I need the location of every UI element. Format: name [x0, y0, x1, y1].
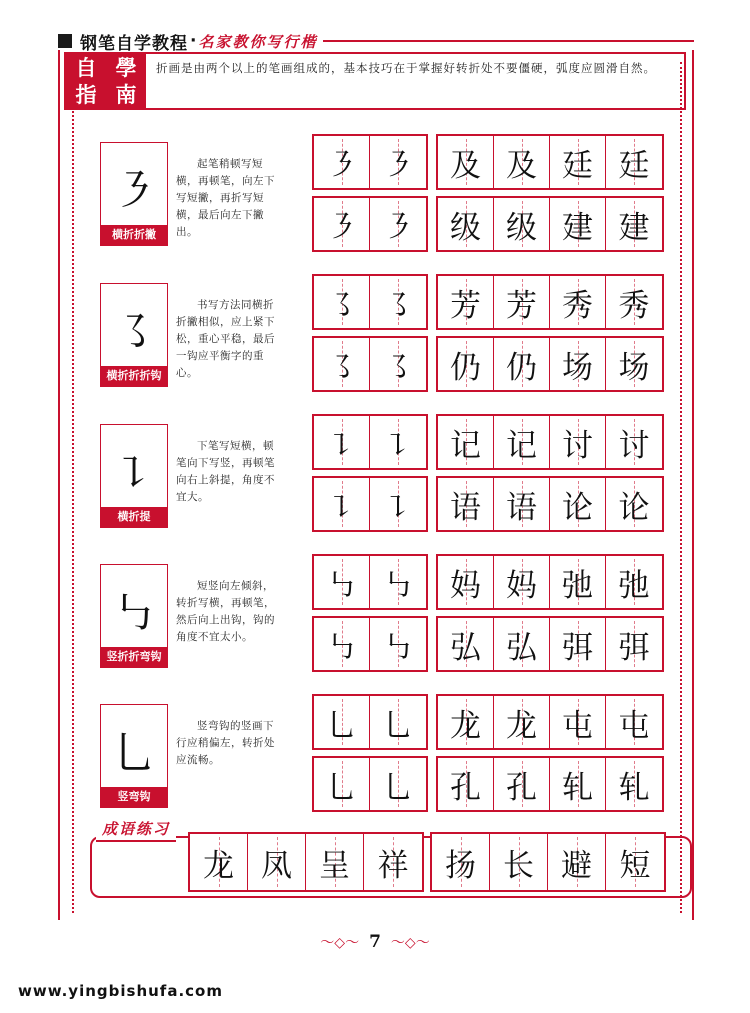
stroke-card [100, 283, 168, 387]
stroke-name: 横折折撇 [101, 225, 167, 245]
title-separator: · [190, 31, 197, 51]
grid-cell: 语 [494, 478, 550, 530]
stroke-glyph: ㇌ [112, 307, 156, 358]
grid-cell: 扬 [432, 834, 490, 890]
book-subtitle: 名家教你写行楷 [198, 32, 318, 51]
grid-cell: 论 [606, 478, 662, 530]
practice-grid-chars [436, 554, 664, 610]
grid-cell: 龙 [438, 696, 494, 748]
grid-cell: 弘 [494, 618, 550, 670]
stroke-name: 横折折折钩 [101, 366, 167, 386]
intro-box [64, 52, 686, 110]
grid-cell: ㇋ [314, 136, 370, 188]
grid-cell: 场 [606, 338, 662, 390]
grid-cell: ㇋ [370, 198, 426, 250]
grid-cell: ㇊ [370, 416, 426, 468]
grid-cell: ㇊ [314, 478, 370, 530]
practice-grid-stroke [312, 134, 428, 190]
stroke-name: 竖折折弯钩 [101, 647, 167, 667]
grid-cell: 建 [606, 198, 662, 250]
grid-cell: 弛 [606, 556, 662, 608]
idiom-practice-label: 成语练习 [96, 818, 176, 842]
lesson-block [100, 564, 280, 674]
grid-cell: ㇌ [314, 338, 370, 390]
grid-cell: 仍 [494, 338, 550, 390]
idiom-grid [188, 832, 424, 892]
stroke-description: 竖弯钩的竖画下行应稍偏左，转折处应流畅。 [176, 720, 275, 766]
stroke-name: 竖弯钩 [101, 787, 167, 807]
grid-cell: ㇌ [370, 338, 426, 390]
stroke-description: 书写方法同横折折撇相似，应上紧下松，重心平稳，最后一钩应平衡字的重心。 [176, 299, 275, 379]
grid-cell: 短 [606, 834, 664, 890]
grid-cell: 轧 [550, 758, 606, 810]
grid-cell: 乚 [370, 696, 426, 748]
practice-grid-stroke [312, 616, 428, 672]
left-dotted-rule [72, 62, 74, 913]
grid-cell: ㇉ [314, 556, 370, 608]
grid-cell: 孔 [438, 758, 494, 810]
idiom-grid [430, 832, 666, 892]
stroke-glyph: ㇊ [112, 448, 156, 499]
practice-grid-chars [436, 756, 664, 812]
grid-cell: 级 [438, 198, 494, 250]
grid-cell: 讨 [550, 416, 606, 468]
stroke-description: 起笔稍顿写短横，再顿笔，向左下写短撇，再折写短横，最后向左下撇出。 [176, 158, 275, 238]
practice-grid-chars [436, 476, 664, 532]
stroke-description: 短竖向左倾斜，转折写横，再顿笔，然后向上出钩，钩的角度不宜太小。 [176, 580, 275, 643]
grid-cell: ㇊ [314, 416, 370, 468]
badge-char: 學 [115, 55, 137, 80]
ornament-right-icon: 〜◇〜 [390, 935, 430, 951]
grid-cell: 乚 [314, 696, 370, 748]
grid-cell: 祥 [364, 834, 422, 890]
badge-char: 南 [115, 82, 137, 107]
stroke-glyph: ㇋ [112, 166, 156, 217]
stroke-name: 横折提 [101, 507, 167, 527]
grid-cell: 孔 [494, 758, 550, 810]
grid-cell: 呈 [306, 834, 364, 890]
practice-grid-chars [436, 336, 664, 392]
page-footer [320, 930, 430, 954]
stroke-card [100, 704, 168, 808]
practice-grid-chars [436, 196, 664, 252]
grid-cell: 芳 [494, 276, 550, 328]
stroke-card [100, 142, 168, 246]
lesson-block [100, 283, 280, 393]
grid-cell: 妈 [438, 556, 494, 608]
ornament-left-icon: 〜◇〜 [320, 935, 360, 951]
grid-cell: 弭 [606, 618, 662, 670]
grid-cell: 避 [548, 834, 606, 890]
grid-cell: 芳 [438, 276, 494, 328]
grid-cell: 乚 [314, 758, 370, 810]
practice-grid-stroke [312, 414, 428, 470]
stroke-card [100, 424, 168, 528]
grid-cell: 弭 [550, 618, 606, 670]
header-square-icon [58, 34, 72, 48]
grid-cell: 秀 [550, 276, 606, 328]
right-dotted-rule [680, 62, 682, 913]
practice-grid-chars [436, 694, 664, 750]
badge-char: 自 [75, 55, 97, 80]
grid-cell: 弘 [438, 618, 494, 670]
grid-cell: 长 [490, 834, 548, 890]
practice-grid-stroke [312, 756, 428, 812]
grid-cell: 龙 [494, 696, 550, 748]
practice-grid-stroke [312, 476, 428, 532]
grid-cell: 建 [550, 198, 606, 250]
grid-cell: 语 [438, 478, 494, 530]
grid-cell: 轧 [606, 758, 662, 810]
grid-cell: ㇌ [370, 276, 426, 328]
intro-text: 折画是由两个以上的笔画组成的，基本技巧在于掌握好转折处不要僵硬，弧度应圆滑自然。 [156, 61, 656, 75]
grid-cell: 论 [550, 478, 606, 530]
grid-cell: 场 [550, 338, 606, 390]
grid-cell: ㇉ [370, 618, 426, 670]
grid-cell: 乚 [370, 758, 426, 810]
lesson-block [100, 424, 280, 534]
header-rule [323, 40, 694, 42]
practice-grid-stroke [312, 274, 428, 330]
grid-cell: ㇋ [314, 198, 370, 250]
website-url: www.yingbishufa.com [18, 982, 223, 1000]
practice-grid-chars [436, 616, 664, 672]
practice-grid-chars [436, 414, 664, 470]
practice-grid-stroke [312, 694, 428, 750]
grid-cell: 弛 [550, 556, 606, 608]
grid-cell: ㇉ [314, 618, 370, 670]
practice-grid-stroke [312, 196, 428, 252]
book-title: 钢笔自学教程 [80, 33, 188, 54]
practice-grid-stroke [312, 336, 428, 392]
grid-cell: ㇋ [370, 136, 426, 188]
grid-cell: 记 [494, 416, 550, 468]
grid-cell: ㇉ [370, 556, 426, 608]
grid-cell: 妈 [494, 556, 550, 608]
page-number: 7 [369, 932, 381, 952]
grid-cell: ㇊ [370, 478, 426, 530]
grid-cell: 级 [494, 198, 550, 250]
stroke-glyph: 乚 [112, 728, 156, 779]
grid-cell: 凤 [248, 834, 306, 890]
badge-char: 指 [75, 82, 97, 107]
grid-cell: ㇌ [314, 276, 370, 328]
grid-cell: 廷 [606, 136, 662, 188]
grid-cell: 廷 [550, 136, 606, 188]
lesson-block [100, 704, 280, 814]
grid-cell: 及 [494, 136, 550, 188]
grid-cell: 仍 [438, 338, 494, 390]
grid-cell: 讨 [606, 416, 662, 468]
grid-cell: 龙 [190, 834, 248, 890]
stroke-description: 下笔写短横，顿笔向下写竖，再顿笔向右上斜提，角度不宜大。 [176, 440, 275, 503]
header-bar [58, 30, 694, 52]
grid-cell: 屯 [606, 696, 662, 748]
self-study-badge [66, 54, 146, 108]
practice-grid-chars [436, 274, 664, 330]
grid-cell: 秀 [606, 276, 662, 328]
practice-grid-stroke [312, 554, 428, 610]
stroke-glyph: ㇉ [112, 588, 156, 639]
lesson-block [100, 142, 280, 252]
grid-cell: 及 [438, 136, 494, 188]
practice-grid-chars [436, 134, 664, 190]
grid-cell: 记 [438, 416, 494, 468]
stroke-card [100, 564, 168, 668]
grid-cell: 屯 [550, 696, 606, 748]
